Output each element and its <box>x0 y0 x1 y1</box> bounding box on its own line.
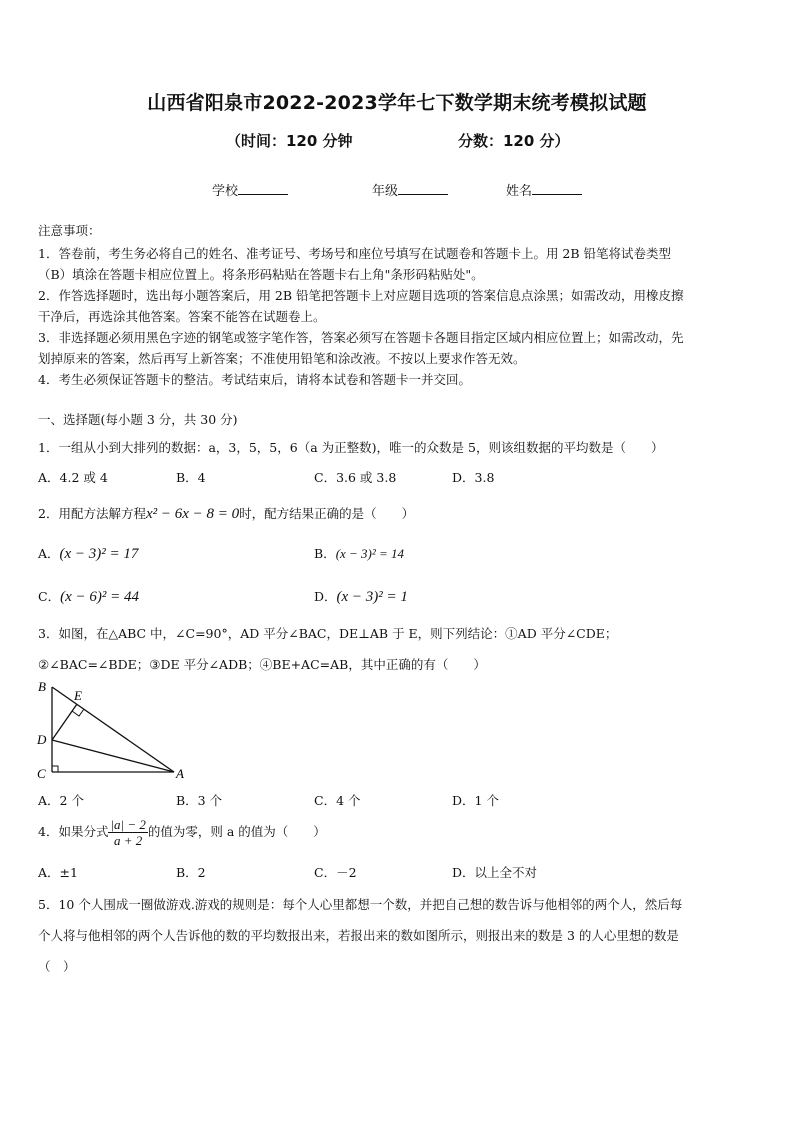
note-line: （B）填涂在答题卡相应位置上。将条形码粘贴在答题卡右上角"条形码粘贴处"。 <box>38 267 484 282</box>
q3-stem-line1: 3．如图，在△ABC 中，∠C=90°，AD 平分∠BAC，DE⊥AB 于 E，则下列结论：①AD 平分∠CDE； <box>38 626 618 641</box>
q2-option-b-label: B． <box>314 546 336 561</box>
page-title: 山西省阳泉市2022-2023学年七下数学期末统考模拟试题 <box>147 92 647 114</box>
right-angle-c <box>52 766 58 772</box>
q2-option-d[interactable] <box>314 587 408 606</box>
grade-field <box>372 180 448 199</box>
q3-option-a[interactable]: A．2 个 <box>38 793 84 808</box>
note-line: 2．作答选择题时，选出每小题答案后，用 2B 铅笔把答题卡上对应题目选项的答案信息点涂黑；如需改动，用橡皮擦 <box>38 288 684 303</box>
q2-stem-post: 时，配方结果正确的是（ ） <box>239 506 415 521</box>
q2-option-d-label: D． <box>314 589 337 604</box>
label-c: C <box>37 766 46 781</box>
q2-option-c-expr: (x − 6)² = 44 <box>60 589 139 605</box>
q1-option-c[interactable]: C．3.6 或 3.8 <box>314 470 397 485</box>
q4-option-a[interactable]: A．±1 <box>38 865 78 880</box>
note-line: 1．答卷前，考生务必将自己的姓名、准考证号、考场号和座位号填写在试题卷和答题卡上。用 2B 铅笔将试卷类型 <box>38 246 672 261</box>
q1-option-a[interactable]: A．4.2 或 4 <box>38 470 108 485</box>
label-d: D <box>37 732 47 747</box>
q1-option-b[interactable]: B．4 <box>176 470 206 485</box>
note-line: 干净后，再选涂其他答案。答案不能答在试题卷上。 <box>38 309 326 324</box>
name-blank[interactable] <box>532 181 582 195</box>
section-heading: 一、选择题(每小题 3 分，共 30 分) <box>38 412 238 427</box>
q3-option-c[interactable]: C．4 个 <box>314 793 361 808</box>
q2-option-c-label: C． <box>38 589 61 604</box>
q3-option-d[interactable]: D．1 个 <box>452 793 499 808</box>
q4-fraction <box>108 817 147 848</box>
segment-ad <box>52 740 174 772</box>
q4-fraction-denominator: a + 2 <box>114 833 143 848</box>
q1-stem: 1．一组从小到大排列的数据：a，3，5，5，6（a 为正整数)，唯一的众数是 5，则该组数据的平均数是（ ） <box>38 440 664 455</box>
q4-stem-post: 的值为零，则 a 的值为（ ） <box>147 824 326 839</box>
q4-option-d[interactable]: D．以上全不对 <box>452 865 538 880</box>
school-field <box>212 180 288 199</box>
q2-stem <box>38 504 414 523</box>
q2-option-d-expr: (x − 3)² = 1 <box>336 589 408 605</box>
q2-equation: x² − 6x − 8 = 0 <box>145 506 240 522</box>
q4-option-c[interactable]: C．－2 <box>314 865 357 880</box>
label-b: B <box>38 679 46 694</box>
q2-option-b-expr: (x − 3)² = 14 <box>335 546 405 561</box>
triangle-figure <box>34 678 204 782</box>
q4-fraction-numerator: |a| − 2 <box>110 817 146 832</box>
q2-option-a[interactable] <box>38 544 138 563</box>
school-blank[interactable] <box>238 181 288 195</box>
school-label: 学校 <box>212 184 239 199</box>
grade-blank[interactable] <box>398 181 448 195</box>
q5-stem-line3: （ ） <box>38 959 76 974</box>
q5-stem-line1: 5．10 个人围成一圈做游戏.游戏的规则是：每个人心里都想一个数，并把自己想的数告诉与他相邻的两个人，然后每 <box>38 897 683 912</box>
note-line: 划掉原来的答案，然后再写上新答案；不准使用铅笔和涂改液。不按以上要求作答无效。 <box>38 351 526 366</box>
q5-stem-line2: 个人将与他相邻的两个人告诉他的数的平均数报出来，若报出来的数如图所示，则报出来的数是 3 的人心里想的数是 <box>38 928 679 943</box>
q3-stem-line2: ②∠BAC=∠BDE；③DE 平分∠ADB；④BE+AC=AB，其中正确的有（ ） <box>38 657 486 672</box>
q1-option-d[interactable]: D．3.8 <box>452 470 495 485</box>
q2-option-a-label: A． <box>38 546 60 561</box>
segment-de <box>52 704 77 740</box>
note-line: 3．非选择题必须用黑色字迹的钢笔或签字笔作答，答案必须写在答题卡各题目指定区域内相应位置上；如需改动，先 <box>38 330 684 345</box>
name-field <box>506 180 582 199</box>
q3-option-b[interactable]: B．3 个 <box>176 793 223 808</box>
side-ab <box>52 687 174 772</box>
q2-option-b[interactable] <box>314 544 404 562</box>
label-a: A <box>176 766 184 781</box>
grade-label: 年级 <box>372 184 399 199</box>
q4-stem-pre: 4．如果分式 <box>38 824 109 839</box>
label-e: E <box>74 688 82 703</box>
notes-heading: 注意事项： <box>38 223 101 238</box>
exam-time: （时间：120 分钟 <box>226 132 353 150</box>
q4-option-b[interactable]: B．2 <box>176 865 206 880</box>
name-label: 姓名 <box>506 184 533 199</box>
exam-score: 分数：120 分） <box>458 132 570 150</box>
q4-stem <box>38 817 326 848</box>
q2-option-c[interactable] <box>38 587 139 606</box>
q2-stem-pre: 2．用配方法解方程 <box>38 506 146 521</box>
note-line: 4．考生必须保证答题卡的整洁。考试结束后，请将本试卷和答题卡一并交回。 <box>38 372 471 387</box>
right-angle-e <box>72 709 84 716</box>
q2-option-a-expr: (x − 3)² = 17 <box>59 546 139 562</box>
